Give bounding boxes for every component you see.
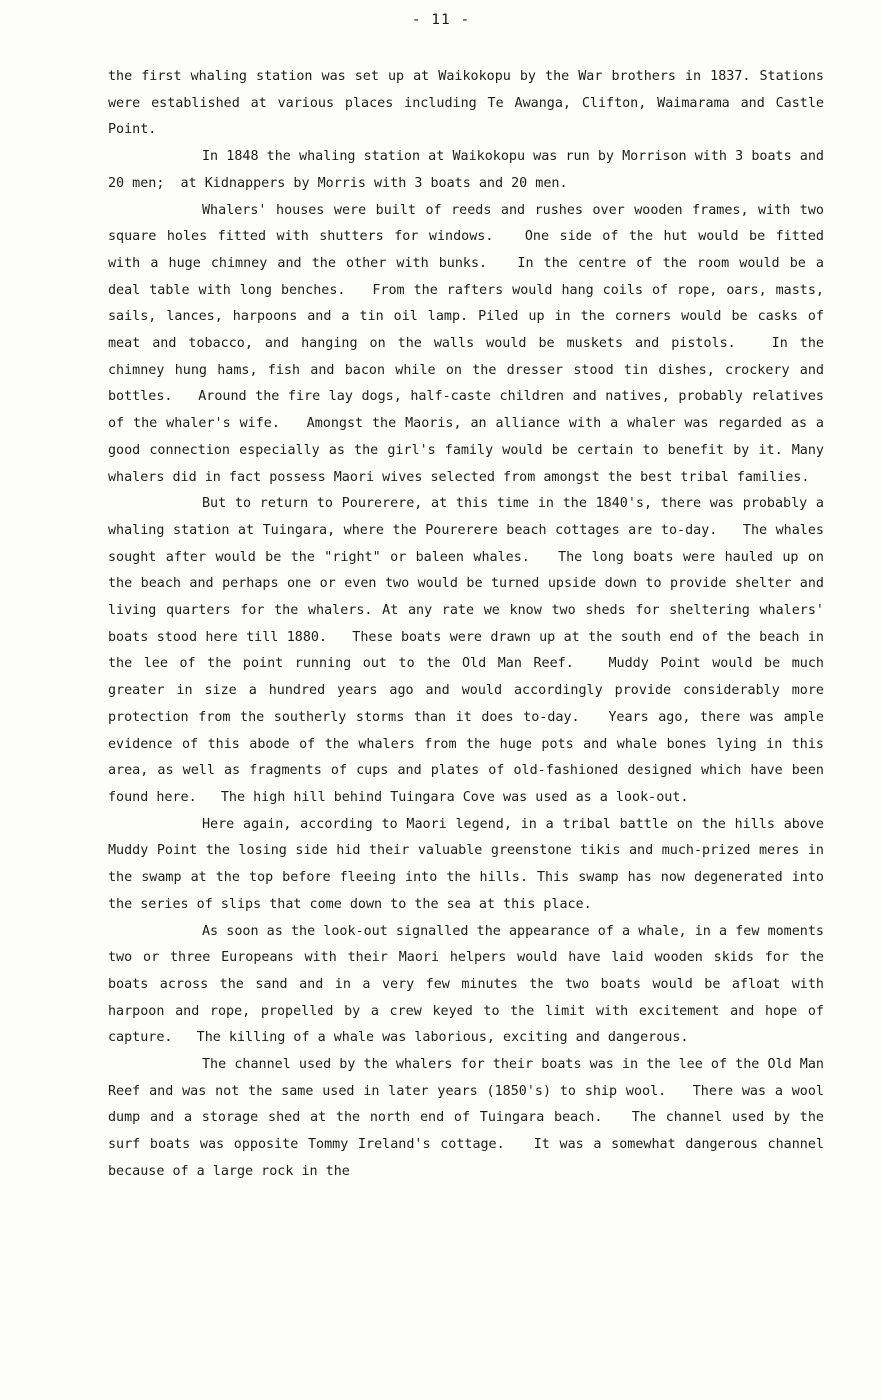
paragraph-channel: The channel used by the whalers for their boats was in the lee of the Old Man Reef and was not the same used in later years (1850's) to ship wool. There was a wool dump and a storage shed at the north end of Tuingara beach. The channel used by the surf boats was opposite Tommy Ireland's cottage. It was a somewhat dangerous channel because of a large rock in the <box>108 1057 833 1179</box>
paragraph-waikokopu-1848: In 1848 the whaling station at Waikokopu was run by Morrison with 3 boats and 20 men; at Kidnappers by Morris with 3 boats and 20 men. <box>108 149 833 191</box>
body-text <box>108 64 833 1186</box>
paragraph-look-out: As soon as the look-out signalled the appearance of a whale, in a few moments two or three Europeans with their Maori helpers would have laid wooden skids for the boats across the sand and in a very few minutes the two boats would be afloat with harpoon and rope, propelled by a crew keyed to the limit with excitement and hope of capture. The killing of a whale was laborious, exciting and dangerous. <box>108 923 833 1046</box>
paragraph-maori-legend: Here again, according to Maori legend, in a tribal battle on the hills above Muddy Point the losing side hid their valuable greenstone tikis and much-prized meres in the swamp at the top before fleeing into the hills. This swamp has now degenerated into the series of slips that come down to the sea at this place. <box>108 816 833 912</box>
paragraph-pourerere: But to return to Pourerere, at this time in the 1840's, there was probably a whaling station at Tuingara, where the Pourerere beach cottages are to-day. The whales sought after would be the "right" or baleen whales. The long boats were hauled up on the beach and perhaps one or even two would be turned upside down to provide shelter and living quarters for the whalers. At any rate we know two sheds for sheltering whalers' boats stood here till 1880. These boats were drawn up at the south end of the beach in the lee of the point running out to the Old Man Reef. Muddy Point would be much greater in size a hundred years ago and would accordingly provide considerably more protection from the southerly storms than it does to-day. Years ago, there was ample evidence of this abode of the whalers from the huge pots and whale bones lying in this area, as well as fragments of cups and plates of old-fashioned designed which have been found here. The high hill behind Tuingara Cove was used as a look-out. <box>108 496 833 805</box>
paragraph-whaling-stations: the first whaling station was set up at Waikokopu by the War brothers in 1837. Stations were established at various places including Te Awanga, Clifton, Waimarama and Castle Point. <box>108 69 833 138</box>
paragraph-whalers-houses: Whalers' houses were built of reeds and rushes over wooden frames, with two square holes fitted with shutters for windows. One side of the hut would be fitted with a huge chimney and the other with bunks. In the centre of the room would be a deal table with long benches. From the rafters would hang coils of rope, oars, masts, sails, lances, harpoons and a tin oil lamp. Piled up in the corners would be casks of meat and tobacco, and hanging on the walls would be muskets and pistols. In the chimney hung hams, fish and bacon while on the dresser stood tin dishes, crockery and bottles. Around the fire lay dogs, half-caste children and natives, probably relatives of the whaler's wife. Amongst the Maoris, an alliance with a whaler was regarded as a good connection especially as the girl's family would be certain to benefit by it. Many whalers did in fact possess Maori wives selected from amongst the best tribal families. <box>108 202 833 485</box>
page-number: - 11 - <box>411 12 471 28</box>
